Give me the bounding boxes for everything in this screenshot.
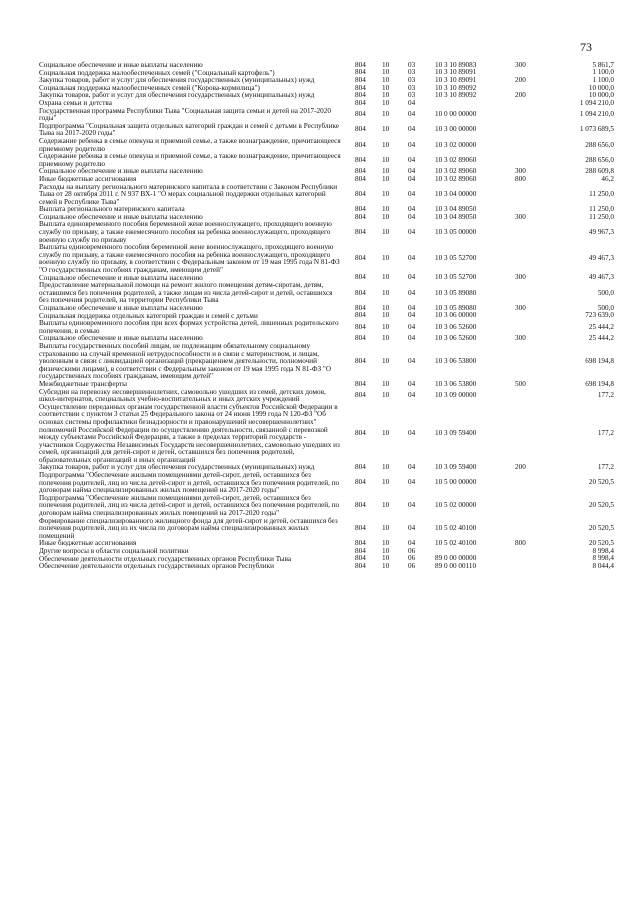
ministry-code: 804	[355, 228, 366, 237]
target-article-code: 10 3 10 89083	[435, 61, 477, 69]
subsection-code: 04	[408, 478, 416, 487]
row-name: Закупка товаров, работ и услуг для обеспечения государственных (муниципальных) нужд	[39, 76, 315, 85]
section-code: 10	[382, 254, 390, 263]
row-name: Иные бюджетные ассигнования	[39, 539, 137, 548]
expense-type-code: 300	[515, 61, 526, 69]
target-article-code: 10 3 10 89092	[435, 83, 477, 92]
row-name: Подпрограмма "Социальная защита отдельных категорий граждан и семей с детьми в Республике Тыва на 2017-2020 годы"	[39, 121, 339, 138]
budget-table	[39, 62, 614, 571]
table-row	[39, 123, 614, 138]
subsection-code: 03	[408, 91, 416, 100]
amount: 20 520,5	[588, 478, 614, 487]
amount: 5 861,7	[592, 61, 614, 69]
row-name: Обеспечение деятельности отдельных государственных органов Республики	[39, 562, 274, 571]
section-code: 10	[382, 83, 390, 92]
section-code: 10	[382, 554, 390, 563]
amount: 1 100,0	[592, 68, 614, 77]
ministry-code: 804	[355, 463, 366, 472]
amount: 11 250,0	[589, 190, 614, 199]
expense-type-code: 300	[515, 167, 526, 176]
ministry-code: 804	[355, 174, 366, 183]
table-row	[39, 221, 614, 244]
section-code: 10	[382, 205, 390, 214]
ministry-code: 804	[355, 357, 366, 366]
table-row	[39, 563, 614, 571]
subsection-code: 06	[408, 547, 416, 555]
page-number: 73	[580, 40, 592, 54]
ministry-code: 804	[355, 273, 366, 282]
target-article-code: 10 3 06 52600	[435, 322, 477, 331]
subsection-code: 04	[408, 311, 416, 320]
ministry-code: 804	[355, 83, 366, 92]
table-row	[39, 472, 614, 495]
section-code: 10	[382, 547, 390, 555]
section-code: 10	[382, 273, 390, 282]
row-name: Обеспечение деятельности отдельных государственных органов Республики Тыва	[39, 554, 292, 563]
section-code: 10	[382, 98, 390, 107]
target-article-code: 10 3 09 00000	[435, 391, 477, 400]
subsection-code: 04	[408, 205, 416, 214]
target-article-code: 10 3 05 52700	[435, 254, 477, 263]
ministry-code: 804	[355, 334, 366, 343]
row-name: Социальное обеспечение и иные выплаты населению	[39, 304, 203, 312]
section-code: 10	[382, 357, 390, 366]
row-name: Расходы на выплату регионального материнского капитала в соответствии с Законом Республики Тыва от 28 октября 2011 г. N 937 ВХ-1 "О мерах социальной поддержки отдельных категорий семей в Республике Тыва"	[39, 182, 338, 206]
row-name: Выплата единовременного пособия беременной жене военнослужащего, проходящего военную службу по призыву, а также ежемесячного пособия на ребенка военнослужащего, проходящего военную службу по призыву	[39, 220, 332, 244]
amount: 698 194,8	[585, 379, 614, 388]
target-article-code: 10 5 02 00000	[435, 501, 477, 510]
section-code: 10	[382, 391, 390, 400]
section-code: 10	[382, 167, 390, 176]
section-code: 10	[382, 288, 390, 297]
subsection-code: 04	[408, 167, 416, 176]
section-code: 10	[382, 190, 390, 199]
ministry-code: 804	[355, 554, 366, 563]
ministry-code: 804	[355, 110, 366, 119]
ministry-code: 804	[355, 478, 366, 487]
table-row	[39, 138, 614, 153]
amount: 8 998,4	[592, 547, 614, 555]
ministry-code: 804	[355, 547, 366, 555]
row-name: Выплаты единовременного пособия при всех формах устройства детей, лишенных родительского попечения, в семью	[39, 319, 339, 335]
amount: 11 250,0	[589, 212, 614, 221]
ministry-code: 804	[355, 379, 366, 388]
row-name: Подпрограмма "Обеспечение жилыми помещениями детей-сирот, детей, оставшихся без попечения родителей, лиц из числа детей-сирот и детей, оставшихся без попечения родителей, по договорам найма специализированных жилых помещений на 2017-2020 годы"	[39, 493, 340, 518]
subsection-code: 03	[408, 68, 416, 77]
row-name: Содержание ребенка в семье опекуна и приемной семье, а также вознаграждение, причитающееся приемному родителю	[39, 136, 341, 153]
amount: 10 000,0	[588, 91, 614, 100]
subsection-code: 04	[408, 429, 416, 438]
section-code: 10	[382, 91, 390, 100]
expense-type-code: 300	[515, 212, 526, 221]
section-code: 10	[382, 478, 390, 487]
ministry-code: 804	[355, 288, 366, 297]
expense-type-code: 800	[515, 174, 526, 183]
section-code: 10	[382, 539, 390, 548]
subsection-code: 03	[408, 76, 416, 85]
target-article-code: 10 3 04 89050	[435, 212, 477, 221]
target-article-code: 10 3 06 53800	[435, 379, 477, 388]
section-code: 10	[382, 562, 390, 571]
table-row	[39, 108, 614, 123]
section-code: 10	[382, 155, 390, 164]
target-article-code: 10 3 02 00000	[435, 140, 477, 149]
subsection-code: 06	[408, 554, 416, 563]
target-article-code: 10 3 04 89050	[435, 205, 477, 214]
amount: 20 520,5	[588, 539, 614, 548]
target-article-code: 10 3 02 89060	[435, 167, 477, 176]
row-name: Выплаты единовременного пособия беременной жене военнослужащего, проходящего военную службу по призыву, а также ежемесячного пособия на ребенка военнослужащего, проходящего военную службу по призыву, в соответствии с Федеральным законом от 19 мая 1995 года N 81-ФЗ "О государственных пособиях гражданам, имеющим детей"	[39, 243, 340, 275]
amount: 500,0	[597, 304, 614, 312]
target-article-code: 10 3 06 53800	[435, 357, 477, 366]
expense-type-code: 300	[515, 304, 526, 312]
target-article-code: 10 3 05 89080	[435, 288, 477, 297]
target-article-code: 10 5 02 40100	[435, 524, 477, 533]
subsection-code: 04	[408, 463, 416, 472]
amount: 49 467,3	[588, 254, 614, 263]
subsection-code: 04	[408, 110, 416, 119]
ministry-code: 804	[355, 254, 366, 263]
ministry-code: 804	[355, 190, 366, 199]
amount: 177,2	[597, 463, 614, 472]
target-article-code: 10 3 02 89060	[435, 174, 477, 183]
ministry-code: 804	[355, 501, 366, 510]
target-article-code: 10 3 10 89092	[435, 91, 477, 100]
expense-type-code: 500	[515, 379, 526, 388]
amount: 1 094 210,0	[579, 98, 614, 107]
row-name: Социальное обеспечение и иные выплаты населению	[39, 273, 203, 282]
section-code: 10	[382, 110, 390, 119]
subsection-code: 04	[408, 379, 416, 388]
target-article-code: 89 0 00 00110	[435, 562, 477, 571]
expense-type-code: 200	[515, 463, 526, 472]
ministry-code: 804	[355, 304, 366, 312]
amount: 1 094 210,0	[579, 110, 614, 119]
row-name: Иные бюджетные ассигнования	[39, 174, 137, 183]
target-article-code: 10 3 04 00000	[435, 190, 477, 199]
section-code: 10	[382, 61, 390, 69]
target-article-code: 10 3 05 89080	[435, 304, 477, 312]
subsection-code: 04	[408, 391, 416, 400]
target-article-code: 10 5 00 00000	[435, 478, 477, 487]
target-article-code: 10 3 05 00000	[435, 228, 477, 237]
target-article-code: 10 3 02 89060	[435, 155, 477, 164]
row-name: Субсидии на перевозку несовершеннолетних, самовольно ушедших из семей, детских домов, школ-интернатов, специальных учебно-воспитательных и иных детских учреждений	[39, 387, 326, 404]
subsection-code: 04	[408, 288, 416, 297]
section-code: 10	[382, 311, 390, 320]
subsection-code: 04	[408, 174, 416, 183]
row-name: Социальное обеспечение и иные выплаты населению	[39, 167, 203, 176]
amount: 49 967,3	[588, 228, 614, 237]
ministry-code: 804	[355, 212, 366, 221]
subsection-code: 04	[408, 357, 416, 366]
row-name: Выплаты государственных пособий лицам, не подлежащим обязательному социальному страхованию на случай временной нетрудоспособности и в связи с материнством, и лицам, уволенным в связи с ликвидацией организаций (прекращением деятельности, полномочий физическими лицами), в соответствии с Федеральным законом от 19 мая 1995 года N 81-ФЗ "О государственных пособиях гражданам, имеющим детей"	[39, 341, 332, 381]
subsection-code: 04	[408, 539, 416, 548]
row-name: Социальное обеспечение и иные выплаты населению	[39, 334, 203, 343]
ministry-code: 804	[355, 68, 366, 77]
amount: 20 520,5	[588, 524, 614, 533]
amount: 46,2	[601, 174, 614, 183]
section-code: 10	[382, 125, 390, 134]
expense-type-code: 300	[515, 273, 526, 282]
section-code: 10	[382, 429, 390, 438]
amount: 698 194,8	[585, 357, 614, 366]
target-article-code: 10 3 10 89091	[435, 76, 477, 85]
ministry-code: 804	[355, 562, 366, 571]
section-code: 10	[382, 76, 390, 85]
expense-type-code: 200	[515, 91, 526, 100]
ministry-code: 804	[355, 125, 366, 134]
expense-type-code: 800	[515, 539, 526, 548]
row-name: Закупка товаров, работ и услуг для обеспечения государственных (муниципальных) нужд	[39, 91, 315, 100]
ministry-code: 804	[355, 322, 366, 331]
amount: 20 520,5	[588, 501, 614, 510]
table-row	[39, 92, 614, 100]
ministry-code: 804	[355, 311, 366, 320]
expense-type-code: 200	[515, 76, 526, 85]
ministry-code: 804	[355, 76, 366, 85]
table-row	[39, 389, 614, 404]
amount: 1 073 689,5	[579, 125, 614, 134]
ministry-code: 804	[355, 155, 366, 164]
target-article-code: 10 3 00 00000	[435, 125, 477, 134]
table-row	[39, 518, 614, 541]
subsection-code: 06	[408, 562, 416, 571]
table-row	[39, 495, 614, 518]
subsection-code: 04	[408, 212, 416, 221]
target-article-code: 10 5 02 40100	[435, 539, 477, 548]
ministry-code: 804	[355, 98, 366, 107]
amount: 10 000,0	[588, 83, 614, 92]
amount: 288 609,8	[585, 167, 614, 176]
ministry-code: 804	[355, 140, 366, 149]
subsection-code: 04	[408, 322, 416, 331]
table-row	[39, 153, 614, 168]
target-article-code: 10 3 09 59400	[435, 463, 477, 472]
amount: 8 044,4	[592, 562, 614, 571]
ministry-code: 804	[355, 61, 366, 69]
row-name: Межбюджетные трансферты	[39, 379, 127, 388]
table-row	[39, 404, 614, 465]
subsection-code: 04	[408, 273, 416, 282]
expense-type-code: 300	[515, 334, 526, 343]
amount: 177,2	[597, 429, 614, 438]
section-code: 10	[382, 68, 390, 77]
subsection-code: 04	[408, 98, 416, 107]
table-row	[39, 184, 614, 207]
section-code: 10	[382, 524, 390, 533]
subsection-code: 04	[408, 334, 416, 343]
subsection-code: 04	[408, 228, 416, 237]
section-code: 10	[382, 304, 390, 312]
subsection-code: 04	[408, 155, 416, 164]
row-name: Социальная поддержка малообеспеченных семей ("Корова-кормилица")	[39, 83, 260, 92]
subsection-code: 03	[408, 83, 416, 92]
table-row	[39, 282, 614, 305]
amount: 8 998,4	[592, 554, 614, 563]
row-name: Охрана семьи и детства	[39, 98, 112, 107]
amount: 25 444,2	[588, 322, 614, 331]
row-name: Закупка товаров, работ и услуг для обеспечения государственных (муниципальных) нужд	[39, 463, 315, 472]
row-name: Подпрограмма "Обеспечение жилыми помещениями детей-сирот, детей, оставшихся без попечения родителей, лиц из числа детей-сирот и детей, оставшихся без попечения родителей, по договорам найма специализированных жилых помещений на 2017-2020 годы"	[39, 471, 340, 495]
subsection-code: 04	[408, 501, 416, 510]
subsection-code: 04	[408, 254, 416, 263]
subsection-code: 04	[408, 140, 416, 149]
row-name: Выплата регионального материнского капитала	[39, 205, 185, 214]
section-code: 10	[382, 174, 390, 183]
row-name: Осуществление переданных органам государственной власти субъектов Российской Федерации в соответствии с пунктом 3 статьи 25 Федерального закона от 24 июня 1999 года N 120-ФЗ "Об основах системы профилактики безнадзорности и правонарушений несовершеннолетних" полномочий Российской Федерации по осуществлению деятельности, связанной с перевозкой между субъектами Российской Федерации, а также в пределах территорий государств - участников Содружества Независимых Государств несовершеннолетних, самовольно ушедших из семей, организаций для детей-сирот и детей, оставшихся без попечения родителей, образовательных организаций и иных организаций	[39, 402, 340, 464]
table-row	[39, 244, 614, 274]
target-article-code: 89 0 00 00000	[435, 554, 477, 563]
section-code: 10	[382, 463, 390, 472]
subsection-code: 04	[408, 125, 416, 134]
section-code: 10	[382, 334, 390, 343]
target-article-code: 10 0 00 00000	[435, 110, 477, 119]
target-article-code: 10 3 06 52600	[435, 334, 477, 343]
row-name: Предоставление материальной помощи на ремонт жилого помещения детям-сиротам, детям, оставшимся без попечения родителей, а также лицам из числа детей-сирот и детей, оставшихся без попечения родителей, на территории Республики Тыва	[39, 281, 333, 305]
row-name: Социальное обеспечение и иные выплаты населению	[39, 212, 203, 221]
amount: 1 100,0	[592, 76, 614, 85]
row-name: Другие вопросы в области социальной политики	[39, 547, 189, 555]
ministry-code: 804	[355, 429, 366, 438]
target-article-code: 10 3 10 89091	[435, 68, 477, 77]
amount: 500,0	[597, 288, 614, 297]
subsection-code: 04	[408, 524, 416, 533]
row-name: Социальная поддержка малообеспеченных семей ("Социальный картофель")	[39, 68, 275, 77]
target-article-code: 10 3 05 52700	[435, 273, 477, 282]
row-name: Содержание ребенка в семье опекуна и приемной семье, а также вознаграждение, причитающееся приемному родителю	[39, 152, 341, 168]
ministry-code: 804	[355, 205, 366, 214]
ministry-code: 804	[355, 167, 366, 176]
amount: 177,2	[597, 391, 614, 400]
section-code: 10	[382, 140, 390, 149]
section-code: 10	[382, 379, 390, 388]
ministry-code: 804	[355, 539, 366, 548]
section-code: 10	[382, 212, 390, 221]
subsection-code: 04	[408, 190, 416, 199]
section-code: 10	[382, 322, 390, 331]
amount: 723 639,0	[585, 311, 614, 320]
subsection-code: 03	[408, 61, 416, 69]
amount: 11 250,0	[589, 205, 614, 214]
section-code: 10	[382, 501, 390, 510]
row-name: Социальное обеспечение и иные выплаты населению	[39, 61, 203, 69]
amount: 25 444,2	[588, 334, 614, 343]
amount: 288 656,0	[585, 140, 614, 149]
row-name: Формирование специализированного жилищного фонда для детей-сирот и детей, оставшихся без попечения родителей, лиц из их числа по договорам найма специализированных жилых помещений	[39, 516, 338, 540]
row-name: Государственная программа Республики Тыва "Социальная защита семьи и детей на 2017-2020 годы"	[39, 106, 331, 123]
table-row	[39, 343, 614, 381]
table-row	[39, 320, 614, 335]
row-name: Социальная поддержка отдельных категорий граждан и семей с детьми	[39, 311, 258, 320]
amount: 49 467,3	[588, 273, 614, 282]
subsection-code: 04	[408, 304, 416, 312]
ministry-code: 804	[355, 391, 366, 400]
section-code: 10	[382, 228, 390, 237]
target-article-code: 10 3 06 00000	[435, 311, 477, 320]
ministry-code: 804	[355, 524, 366, 533]
target-article-code: 10 3 09 59400	[435, 429, 477, 438]
ministry-code: 804	[355, 91, 366, 100]
amount: 288 656,0	[585, 155, 614, 164]
